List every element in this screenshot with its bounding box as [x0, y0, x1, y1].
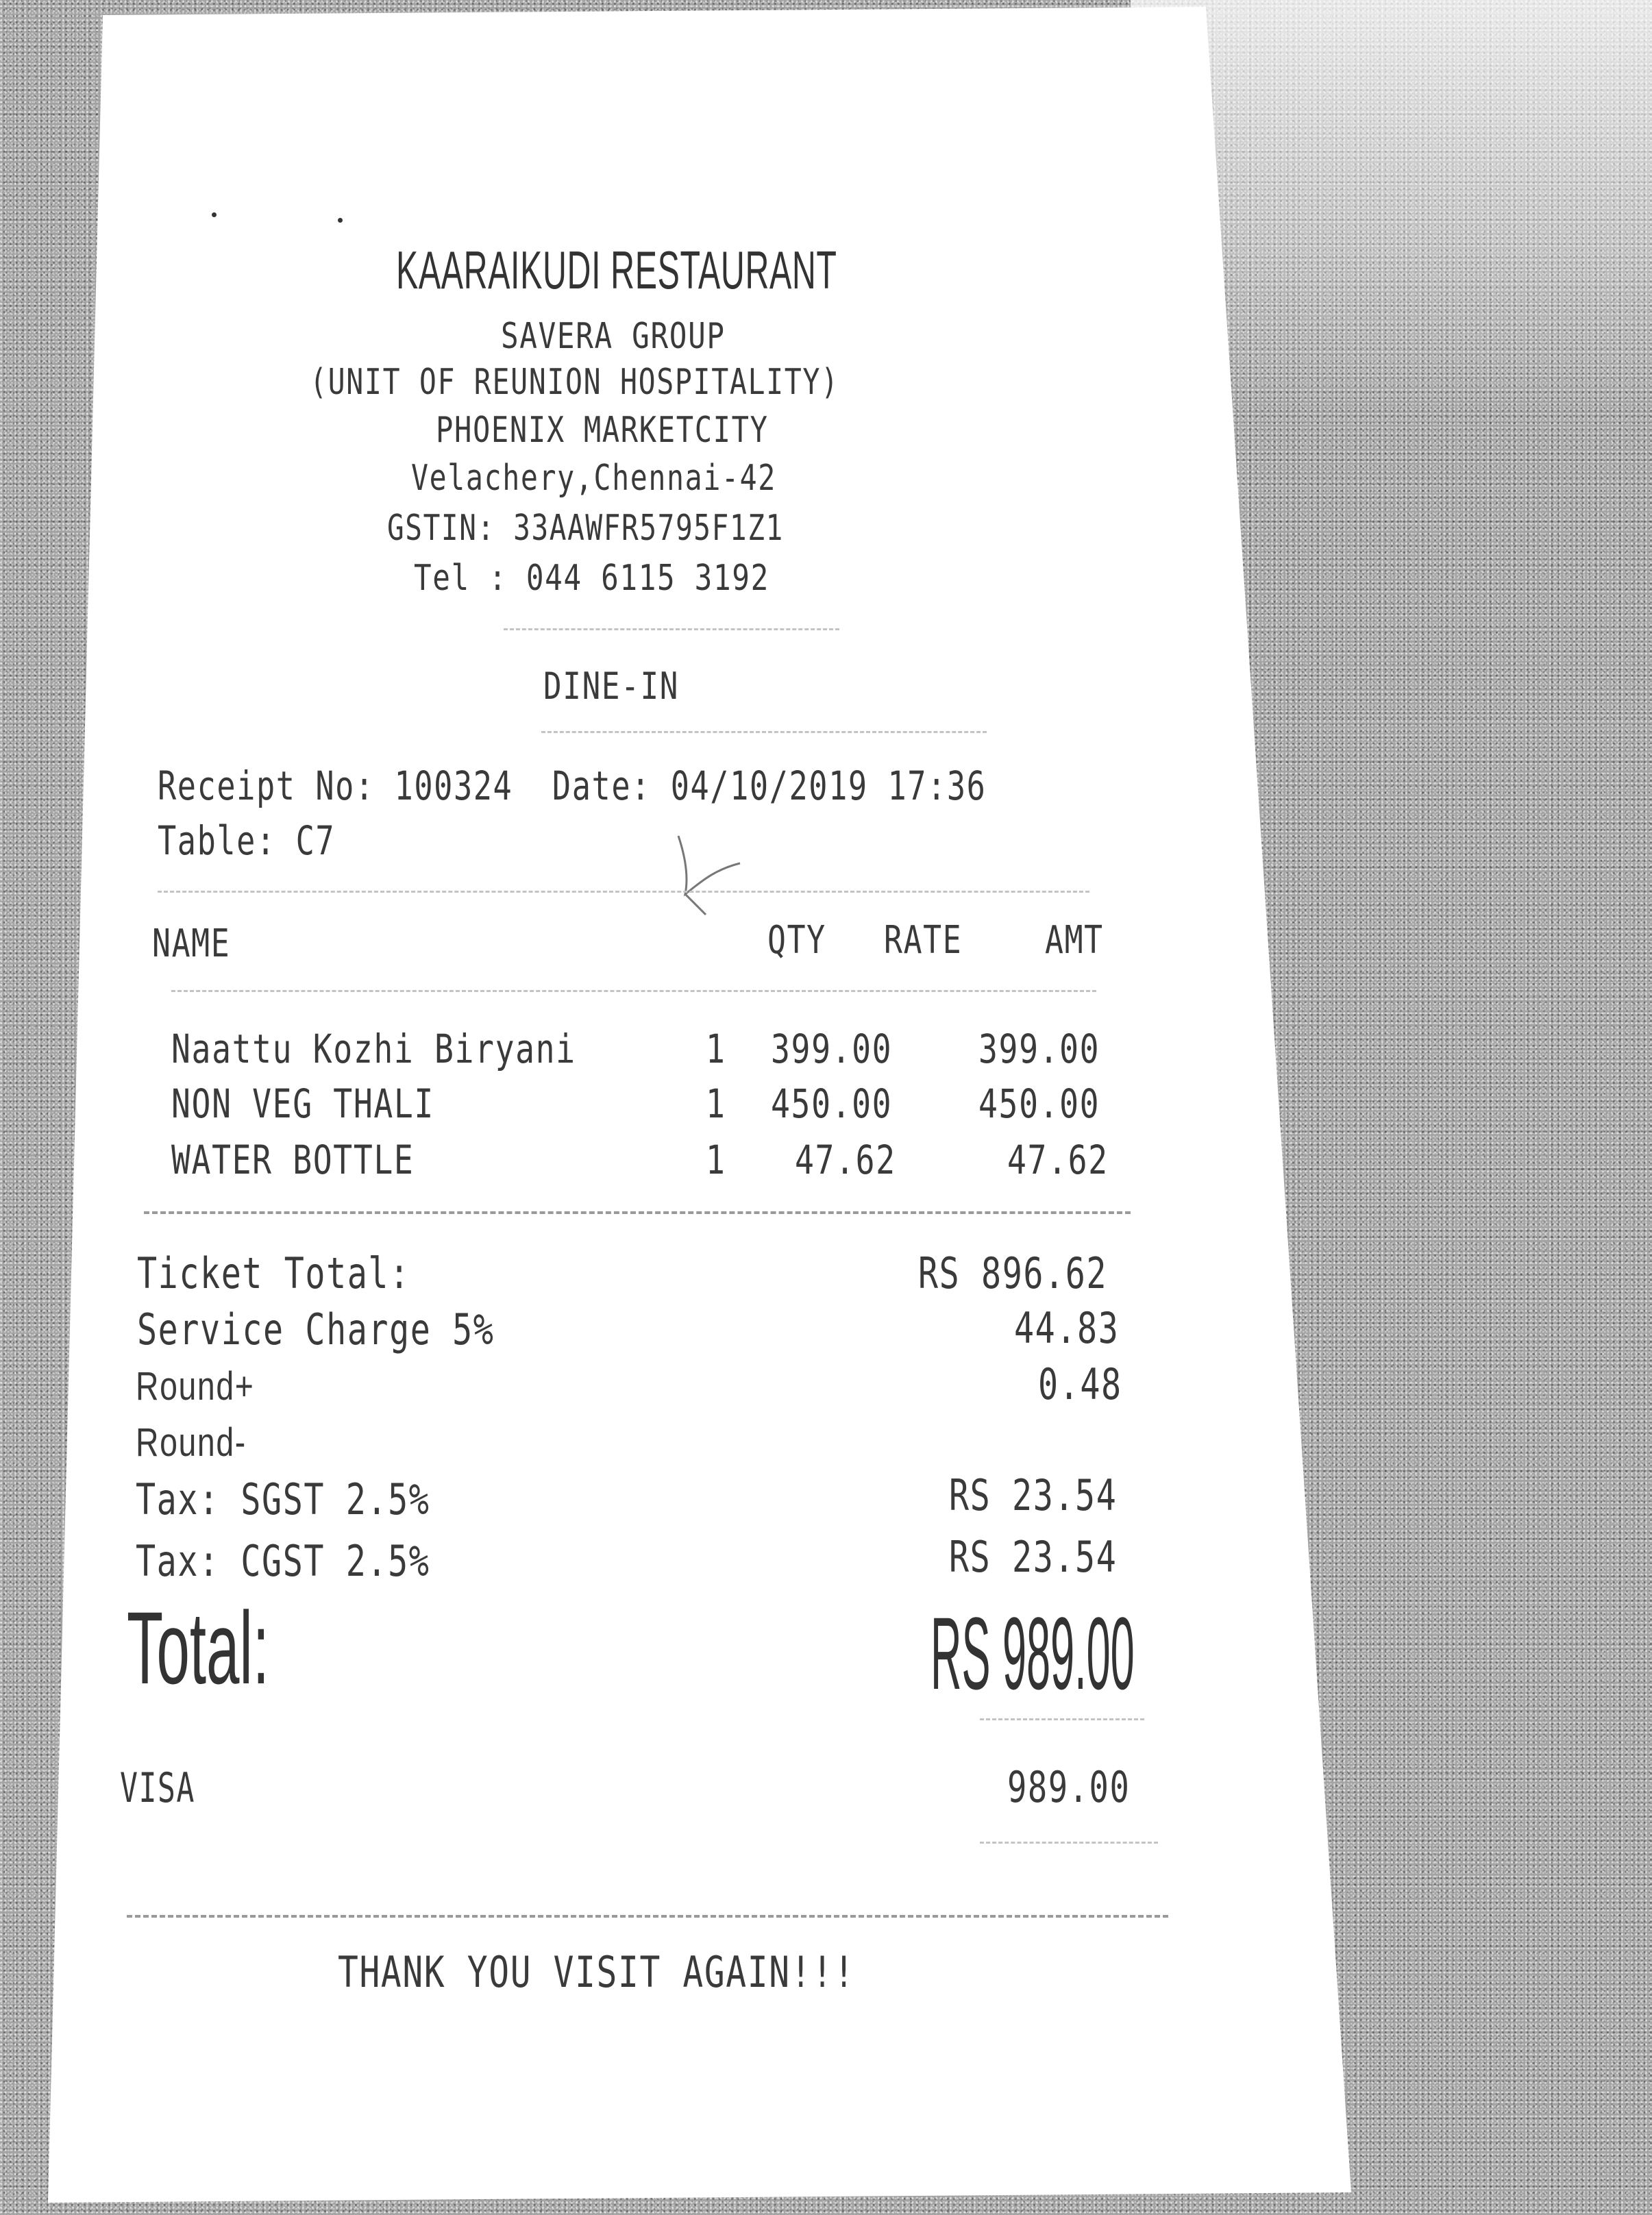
mall-name: PHOENIX MARKETCITY — [436, 410, 769, 451]
cgst-label: Tax: CGST 2.5% — [136, 1536, 430, 1586]
order-type: DINE-IN — [543, 665, 680, 708]
column-rate: RATE — [884, 918, 963, 963]
item-rate: 399.00 — [771, 1026, 893, 1072]
phone: Tel : 044 6115 3192 — [414, 558, 769, 599]
ticket-total-label: Ticket Total: — [137, 1248, 410, 1298]
table-number: Table: C7 — [158, 817, 336, 864]
item-rate: 450.00 — [771, 1080, 893, 1127]
round-plus-value: 0.48 — [1038, 1359, 1122, 1409]
unit-name: (UNIT OF REUNION HOSPITALITY) — [310, 362, 839, 403]
divider — [980, 1718, 1144, 1720]
divider — [144, 1211, 1131, 1214]
sgst-label: Tax: SGST 2.5% — [136, 1474, 430, 1524]
column-name: NAME — [152, 921, 231, 966]
item-amount: 399.00 — [978, 1026, 1100, 1072]
print-speck — [338, 218, 343, 223]
item-qty: 1 — [706, 1080, 726, 1127]
item-qty: 1 — [706, 1026, 726, 1072]
item-amount: 450.00 — [978, 1080, 1100, 1127]
divider — [171, 990, 1096, 992]
restaurant-name: KAARAIKUDI RESTAURANT — [396, 240, 837, 300]
address: Velachery,Chennai-42 — [411, 458, 776, 499]
receipt-number-date: Receipt No: 100324 Date: 04/10/2019 17:36 — [158, 763, 987, 809]
column-amt: AMT — [1045, 918, 1104, 963]
print-speck — [212, 212, 217, 217]
cgst-value: RS 23.54 — [949, 1532, 1118, 1582]
divider — [127, 1915, 1168, 1918]
payment-method: VISA — [120, 1764, 195, 1812]
item-amount: 47.62 — [1007, 1137, 1109, 1183]
service-charge-label: Service Charge 5% — [137, 1304, 495, 1354]
divider — [158, 891, 1089, 893]
total-value: RS 989.00 — [930, 1596, 1135, 1711]
item-name: Naattu Kozhi Biryani — [171, 1026, 576, 1072]
round-minus-label: Round- — [136, 1420, 247, 1465]
sgst-value: RS 23.54 — [949, 1470, 1118, 1520]
divider — [504, 628, 839, 630]
group-name: SAVERA GROUP — [501, 316, 726, 357]
pen-mark — [658, 829, 761, 918]
item-qty: 1 — [706, 1137, 726, 1183]
thank-you-message: THANK YOU VISIT AGAIN!!! — [338, 1947, 856, 1997]
payment-amount: 989.00 — [1007, 1762, 1131, 1812]
item-rate: 47.62 — [795, 1137, 896, 1183]
column-qty: QTY — [767, 918, 826, 963]
ticket-total-value: RS 896.62 — [918, 1248, 1108, 1298]
divider — [541, 731, 987, 733]
item-name: WATER BOTTLE — [171, 1137, 415, 1183]
service-charge-value: 44.83 — [1014, 1303, 1120, 1353]
item-name: NON VEG THALI — [171, 1080, 434, 1127]
divider — [980, 1842, 1158, 1844]
gstin: GSTIN: 33AAWFR5795F1Z1 — [387, 508, 784, 549]
total-label: Total: — [127, 1590, 269, 1705]
round-plus-label: Round+ — [136, 1364, 255, 1409]
